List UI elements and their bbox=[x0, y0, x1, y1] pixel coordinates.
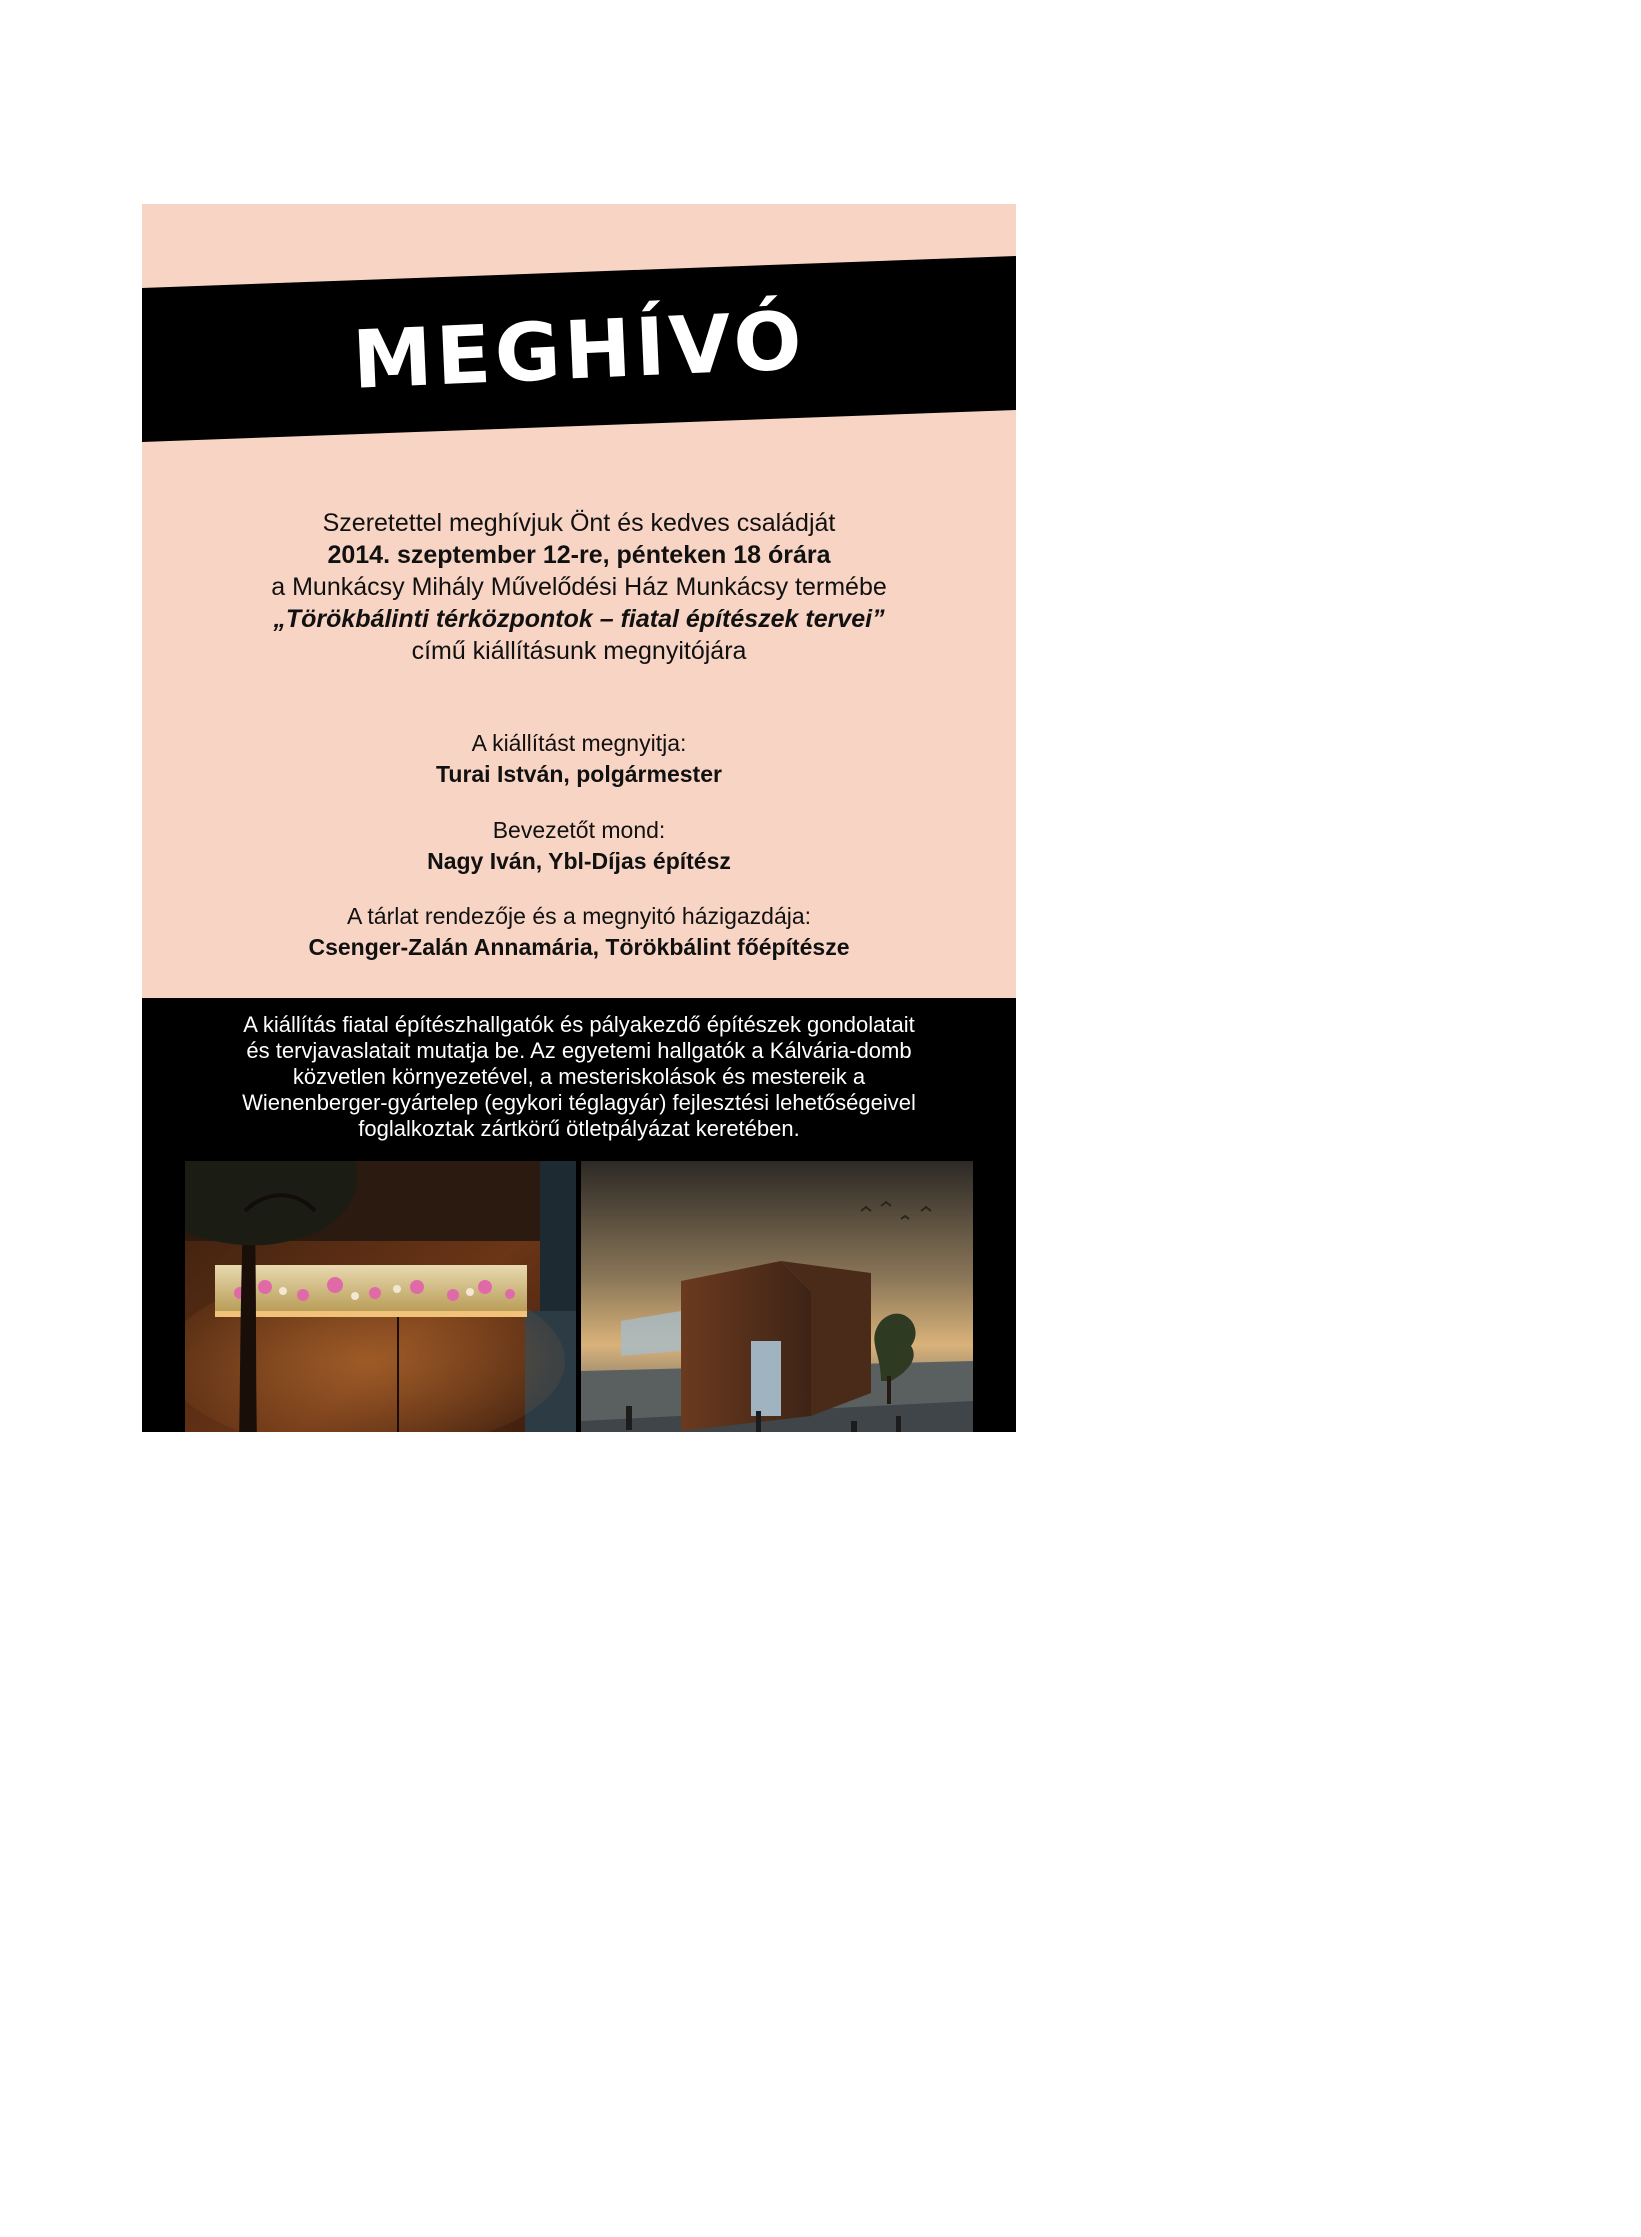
invitation-title: MEGHÍVÓ bbox=[350, 294, 808, 407]
intro-speech-block bbox=[142, 815, 1016, 877]
description-line: Wienenberger-gyártelep (egykori téglagyár) fejlesztési lehetőségeivel bbox=[242, 1090, 916, 1115]
intro-speech-label: Bevezetőt mond: bbox=[492, 817, 666, 843]
opening-speaker: Turai István, polgármester bbox=[436, 761, 722, 787]
description-section bbox=[142, 998, 1016, 1432]
description-line: foglalkoztak zártkörű ötletpályázat keretében. bbox=[358, 1116, 800, 1141]
host-name: Csenger-Zalán Annamária, Törökbálint főépítésze bbox=[308, 934, 850, 960]
event-date: 2014. szeptember 12-re, pénteken 18 órára bbox=[327, 541, 831, 569]
host-label: A tárlat rendezője és a megnyitó házigazdája: bbox=[346, 903, 812, 929]
architecture-render-wall-image bbox=[185, 1161, 576, 1432]
exhibition-description bbox=[142, 1012, 1016, 1142]
description-line: és tervjavaslatait mutatja be. Az egyetemi hallgatók a Kálvária-domb bbox=[246, 1038, 912, 1063]
architecture-render-building-image bbox=[581, 1161, 973, 1432]
event-venue: a Munkácsy Mihály Művelődési Ház Munkácsy termébe bbox=[271, 573, 887, 601]
description-line: közvetlen környezetével, a mesteriskolások és mestereik a bbox=[292, 1064, 866, 1089]
host-block bbox=[142, 901, 1016, 963]
intro-speaker: Nagy Iván, Ybl-Díjas építész bbox=[427, 848, 731, 874]
invitation-poster bbox=[142, 204, 1016, 1432]
opening-block bbox=[142, 728, 1016, 790]
opening-label: A kiállítást megnyitja: bbox=[471, 730, 687, 756]
description-line: A kiállítás fiatal építészhallgatók és pályakezdő építészek gondolatait bbox=[243, 1012, 915, 1037]
invitation-text bbox=[142, 507, 1016, 667]
event-purpose: című kiállításunk megnyitójára bbox=[411, 637, 747, 665]
greeting-line: Szeretettel meghívjuk Önt és kedves családját bbox=[322, 509, 836, 537]
exhibition-title: „Törökbálinti térközpontok – fiatal építészek tervei” bbox=[273, 605, 885, 633]
